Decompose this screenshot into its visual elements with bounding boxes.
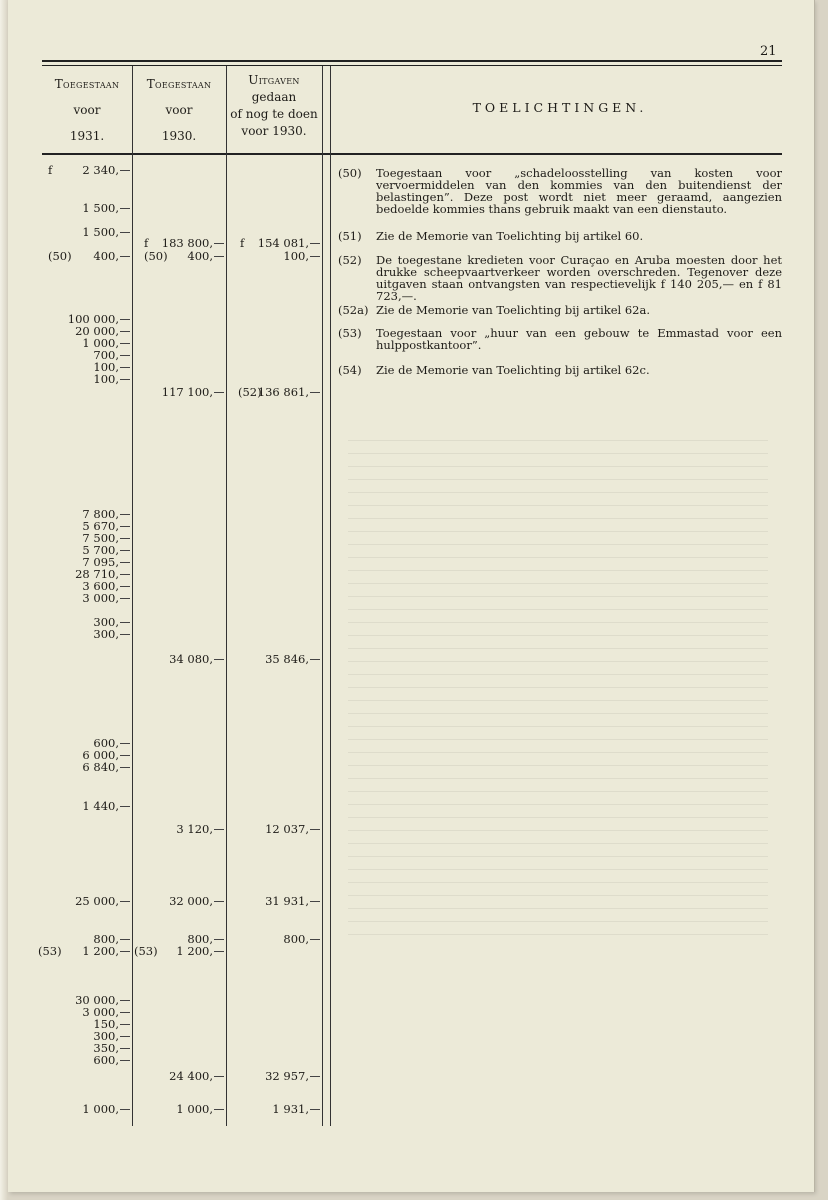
amount-cell: 1 000,: [48, 1103, 130, 1116]
header-uitgaven-1930: [226, 66, 322, 140]
amount-cell: 300,: [48, 1030, 130, 1043]
column-divider-4: [330, 66, 331, 1126]
reference-53-col2: (53): [134, 944, 158, 958]
column-divider-1: [132, 66, 133, 1126]
note-text: Zie de Memorie van Toelichting bij artikel 62c.: [376, 363, 650, 377]
amount-cell: 1 440,: [48, 800, 130, 813]
guilder-sign-col1: f: [48, 163, 53, 177]
note-52: [338, 254, 782, 302]
reference-53-col1: (53): [38, 944, 62, 958]
amount-cell: 20 000,: [48, 325, 130, 338]
amount-cell: 3 600,: [48, 580, 130, 593]
guilder-sign-col3: f: [240, 236, 245, 250]
amount-cell: 183 800,: [148, 237, 224, 250]
note-key: (53): [338, 326, 362, 340]
document-page: [8, 0, 814, 1192]
amount-cell: 700,: [48, 349, 130, 362]
amount-cell: 5 700,: [48, 544, 130, 557]
amount-cell: 800,: [48, 933, 130, 946]
page-number: 21: [760, 44, 777, 59]
note-text: Toegestaan voor „schadeloosstelling van kosten voor vervoermiddelen van den kommies van den buitendienst der belastingen”. Deze post wordt niet meer geraamd, aangezien bedoelde kommies thans gebruik maakt van een dienstauto.: [376, 166, 782, 216]
amount-cell: 1 000,: [48, 337, 130, 350]
note-text: Toegestaan voor „huur van een gebouw te Emmastad voor een hulppostkantoor”.: [376, 326, 782, 352]
amount-cell: 600,: [48, 737, 130, 750]
note-text: Zie de Memorie van Toelichting bij artikel 62a.: [376, 303, 651, 317]
header-line: Toegestaan: [54, 77, 120, 91]
note-50: [338, 167, 782, 215]
amount-cell: 1 500,: [48, 226, 130, 239]
note-54: [338, 364, 782, 376]
amount-cell: 1 500,: [48, 202, 130, 215]
note-key: (52): [338, 253, 362, 267]
scan-edge: [0, 0, 8, 1200]
note-key: (52a): [338, 303, 369, 317]
header-line: gedaan: [251, 90, 297, 104]
note-text: De toegestane kredieten voor Curaçao en Aruba moesten door het drukke scheepvaartverkeer worden overschreden. Tegenover deze uitgaven staan ontvangsten van respectievelijk f 140 205,— en f 81 723,—.: [376, 253, 782, 303]
amount-cell: 800,: [148, 933, 224, 946]
amount-cell: 300,: [48, 616, 130, 629]
guilder-sign-col2: f: [144, 236, 149, 250]
header-line: Uitgaven: [248, 73, 300, 87]
amount-cell: 1 200,: [148, 945, 224, 958]
header-toegestaan-1930: [132, 66, 226, 146]
amount-cell: 600,: [48, 1054, 130, 1067]
note-key: (51): [338, 229, 362, 243]
amount-cell: 100,: [48, 373, 130, 386]
amount-cell: 30 000,: [48, 994, 130, 1007]
amount-cell: 5 670,: [48, 520, 130, 533]
reference-50-col1: (50): [48, 249, 72, 263]
amount-cell: 24 400,: [148, 1070, 224, 1083]
note-53: [338, 327, 782, 351]
column-divider-3: [322, 66, 323, 1126]
amount-cell: 3 120,: [148, 823, 224, 836]
amount-cell: 1 200,: [48, 945, 130, 958]
header-line: 1931.: [69, 129, 105, 143]
header-line: voor 1930.: [241, 124, 307, 138]
amount-cell: 800,: [248, 933, 320, 946]
amount-cell: 2 340,: [48, 164, 130, 177]
note-52a: [338, 304, 782, 316]
amount-cell: 32 000,: [148, 895, 224, 908]
amount-cell: 136 861,: [248, 386, 320, 399]
note-key: (54): [338, 363, 362, 377]
amount-cell: 34 080,: [148, 653, 224, 666]
amount-cell: 400,: [48, 250, 130, 263]
note-key: (50): [338, 166, 362, 180]
amount-cell: 6 840,: [48, 761, 130, 774]
amount-cell: 1 931,: [248, 1103, 320, 1116]
reference-50-col2: (50): [144, 249, 168, 263]
header-line: 1930.: [161, 129, 197, 143]
amount-cell: 12 037,: [248, 823, 320, 836]
amount-cell: 150,: [48, 1018, 130, 1031]
amount-cell: 117 100,: [148, 386, 224, 399]
amount-cell: 100,: [48, 361, 130, 374]
header-line: of nog te doen: [230, 107, 318, 121]
amount-cell: 400,: [148, 250, 224, 263]
bleed-through-texture: [348, 440, 768, 940]
amount-cell: 6 000,: [48, 749, 130, 762]
amount-cell: 3 000,: [48, 592, 130, 605]
amount-cell: 300,: [48, 628, 130, 641]
header-line: voor: [73, 103, 101, 117]
amount-cell: 32 957,: [248, 1070, 320, 1083]
amount-cell: 25 000,: [48, 895, 130, 908]
header-toelichtingen: TOELICHTINGEN.: [472, 100, 648, 115]
column-divider-2: [226, 66, 227, 1126]
note-51: [338, 230, 782, 242]
amount-cell: 100 000,: [48, 313, 130, 326]
header-line: voor: [165, 103, 193, 117]
header-line: Toegestaan: [146, 77, 212, 91]
header-toegestaan-1931: [42, 66, 132, 146]
amount-cell: 31 931,: [248, 895, 320, 908]
amount-cell: 7 800,: [48, 508, 130, 521]
amount-cell: 3 000,: [48, 1006, 130, 1019]
amount-cell: 100,: [248, 250, 320, 263]
amount-cell: 28 710,: [48, 568, 130, 581]
note-text: Zie de Memorie van Toelichting bij artikel 60.: [376, 229, 644, 243]
header-bottom-rule: [42, 153, 782, 155]
amount-cell: 154 081,: [248, 237, 320, 250]
top-rule-thick: [42, 60, 782, 62]
amount-cell: 350,: [48, 1042, 130, 1055]
amount-cell: 35 846,: [248, 653, 320, 666]
amount-cell: 7 095,: [48, 556, 130, 569]
amount-cell: 1 000,: [148, 1103, 224, 1116]
reference-52-col3: (52): [238, 385, 262, 399]
amount-cell: 7 500,: [48, 532, 130, 545]
